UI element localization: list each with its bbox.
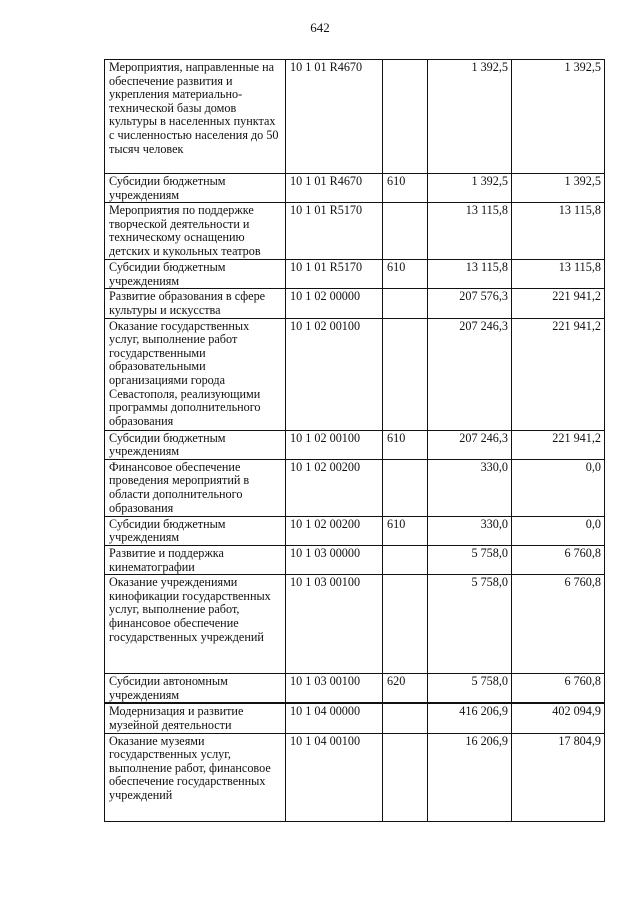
expense-type xyxy=(383,459,428,516)
amount-year-1: 5 758,0 xyxy=(428,545,512,574)
table-row xyxy=(105,545,605,574)
expense-type: 610 xyxy=(383,430,428,459)
item-name: Оказание учреждениями кинофикации государственных услуг, выполнение работ, финансовое обеспечение государственных учреждений xyxy=(105,575,286,674)
table-row xyxy=(105,289,605,318)
item-name: Мероприятия, направленные на обеспечение развития и укрепления материально-технической базы домов культуры в населенных пунктах с численностью населения до 50 тысяч человек xyxy=(105,60,286,174)
amount-year-2: 6 760,8 xyxy=(512,545,605,574)
expense-type xyxy=(383,733,428,821)
item-name: Оказание музеями государственных услуг, выполнение работ, финансовое обеспечение государственных учреждений xyxy=(105,733,286,821)
amount-year-2: 1 392,5 xyxy=(512,174,605,203)
expense-type xyxy=(383,203,428,260)
table-row xyxy=(105,430,605,459)
table-row xyxy=(105,203,605,260)
target-code: 10 1 02 00200 xyxy=(286,516,383,545)
target-code: 10 1 01 R4670 xyxy=(286,60,383,174)
table-row xyxy=(105,674,605,704)
expense-type: 610 xyxy=(383,516,428,545)
expense-type: 610 xyxy=(383,260,428,289)
item-name: Финансовое обеспечение проведения мероприятий в области дополнительного образования xyxy=(105,459,286,516)
table-row xyxy=(105,60,605,174)
table-row xyxy=(105,575,605,674)
item-name: Субсидии бюджетным учреждениям xyxy=(105,260,286,289)
expense-type: 610 xyxy=(383,174,428,203)
item-name: Субсидии бюджетным учреждениям xyxy=(105,516,286,545)
amount-year-1: 207 576,3 xyxy=(428,289,512,318)
target-code: 10 1 02 00200 xyxy=(286,459,383,516)
expense-type xyxy=(383,289,428,318)
table-row xyxy=(105,516,605,545)
amount-year-2: 17 804,9 xyxy=(512,733,605,821)
amount-year-1: 1 392,5 xyxy=(428,174,512,203)
amount-year-1: 330,0 xyxy=(428,516,512,545)
amount-year-2: 221 941,2 xyxy=(512,289,605,318)
amount-year-1: 207 246,3 xyxy=(428,318,512,430)
amount-year-2: 0,0 xyxy=(512,516,605,545)
table-row xyxy=(105,703,605,733)
amount-year-1: 16 206,9 xyxy=(428,733,512,821)
target-code: 10 1 01 R5170 xyxy=(286,260,383,289)
expense-type xyxy=(383,703,428,733)
table-row xyxy=(105,459,605,516)
item-name: Развитие и поддержка кинематографии xyxy=(105,545,286,574)
item-name: Модернизация и развитие музейной деятельности xyxy=(105,703,286,733)
target-code: 10 1 03 00000 xyxy=(286,545,383,574)
amount-year-1: 5 758,0 xyxy=(428,575,512,674)
amount-year-2: 221 941,2 xyxy=(512,318,605,430)
table-row xyxy=(105,733,605,821)
item-name: Оказание государственных услуг, выполнение работ государственными образовательными организациями города Севастополя, реализующими программы дополнительного образования xyxy=(105,318,286,430)
amount-year-2: 6 760,8 xyxy=(512,575,605,674)
expense-type xyxy=(383,60,428,174)
amount-year-2: 402 094,9 xyxy=(512,703,605,733)
amount-year-2: 0,0 xyxy=(512,459,605,516)
table-row xyxy=(105,318,605,430)
table-row xyxy=(105,260,605,289)
amount-year-2: 6 760,8 xyxy=(512,674,605,704)
target-code: 10 1 03 00100 xyxy=(286,575,383,674)
amount-year-1: 416 206,9 xyxy=(428,703,512,733)
amount-year-1: 5 758,0 xyxy=(428,674,512,704)
amount-year-1: 1 392,5 xyxy=(428,60,512,174)
amount-year-1: 13 115,8 xyxy=(428,203,512,260)
expense-type xyxy=(383,545,428,574)
amount-year-1: 330,0 xyxy=(428,459,512,516)
budget-table xyxy=(104,59,605,822)
target-code: 10 1 01 R5170 xyxy=(286,203,383,260)
amount-year-2: 221 941,2 xyxy=(512,430,605,459)
target-code: 10 1 04 00000 xyxy=(286,703,383,733)
target-code: 10 1 02 00100 xyxy=(286,430,383,459)
target-code: 10 1 03 00100 xyxy=(286,674,383,704)
page-number: 642 xyxy=(310,20,330,35)
amount-year-1: 207 246,3 xyxy=(428,430,512,459)
amount-year-1: 13 115,8 xyxy=(428,260,512,289)
item-name: Субсидии бюджетным учреждениям xyxy=(105,430,286,459)
expense-type xyxy=(383,318,428,430)
target-code: 10 1 04 00100 xyxy=(286,733,383,821)
item-name: Субсидии бюджетным учреждениям xyxy=(105,174,286,203)
target-code: 10 1 02 00100 xyxy=(286,318,383,430)
item-name: Мероприятия по поддержке творческой деятельности и техническому оснащению детских и кукольных театров xyxy=(105,203,286,260)
amount-year-2: 13 115,8 xyxy=(512,260,605,289)
expense-type: 620 xyxy=(383,674,428,704)
item-name: Развитие образования в сфере культуры и искусства xyxy=(105,289,286,318)
target-code: 10 1 02 00000 xyxy=(286,289,383,318)
item-name: Субсидии автономным учреждениям xyxy=(105,674,286,704)
target-code: 10 1 01 R4670 xyxy=(286,174,383,203)
amount-year-2: 1 392,5 xyxy=(512,60,605,174)
amount-year-2: 13 115,8 xyxy=(512,203,605,260)
table-row xyxy=(105,174,605,203)
expense-type xyxy=(383,575,428,674)
